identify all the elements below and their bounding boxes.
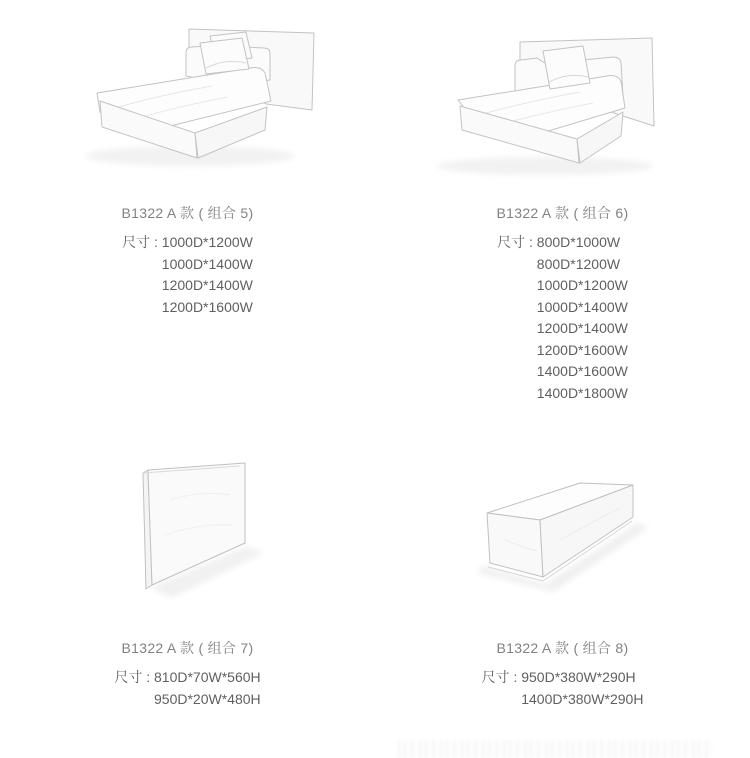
product-card-combo-5 [0, 0, 375, 420]
headboard-panel-sketch [0, 420, 375, 635]
product-title: B1322 A 款 ( 组合 8) [496, 640, 629, 656]
product-image-area [0, 0, 375, 200]
size-value: 1000D*1400W [161, 255, 253, 272]
product-card-combo-8 [375, 420, 750, 758]
size-label: 尺寸 : [122, 234, 162, 250]
product-card-combo-6 [375, 0, 750, 420]
size-value: 1200D*1600W [161, 298, 253, 315]
size-value: 1400D*1800W [536, 384, 628, 401]
size-value: 1000D*1200W [161, 234, 253, 250]
product-title: B1322 A 款 ( 组合 5) [121, 205, 254, 221]
product-image-area [375, 420, 750, 635]
product-dimensions [114, 667, 260, 710]
product-card-combo-7 [0, 420, 375, 758]
product-dimensions [122, 232, 253, 318]
size-list [521, 667, 643, 710]
size-list [162, 232, 253, 318]
bed-with-extended-headboard-sketch [0, 0, 375, 200]
product-image-area [0, 420, 375, 635]
size-value: 810D*70W*560H [154, 669, 261, 685]
size-value: 800D*1000W [536, 234, 621, 250]
product-image-area [375, 0, 750, 200]
size-value: 950D*20W*480H [154, 690, 261, 707]
product-title: B1322 A 款 ( 组合 7) [121, 640, 254, 656]
size-label: 尺寸 : [497, 234, 537, 250]
size-label: 尺寸 : [481, 669, 522, 685]
size-list [537, 232, 628, 404]
size-value: 950D*380W*290H [521, 669, 636, 685]
bench-ottoman-sketch [375, 420, 750, 635]
size-value: 1000D*1400W [536, 298, 628, 315]
size-value: 1200D*1400W [536, 320, 628, 336]
size-value: 1400D*1600W [536, 363, 628, 379]
product-dimensions [497, 232, 628, 404]
size-label: 尺寸 : [114, 669, 155, 685]
wide-bed-with-extended-headboard-sketch [375, 0, 750, 200]
size-value: 800D*1200W [536, 255, 621, 272]
size-list [154, 667, 261, 710]
size-value: 1200D*1600W [536, 341, 628, 358]
size-value: 1400D*380W*290H [521, 690, 644, 707]
product-dimensions [482, 667, 644, 710]
product-title: B1322 A 款 ( 组合 6) [496, 205, 629, 221]
size-value: 1000D*1200W [536, 277, 628, 293]
size-value: 1200D*1400W [161, 277, 253, 293]
